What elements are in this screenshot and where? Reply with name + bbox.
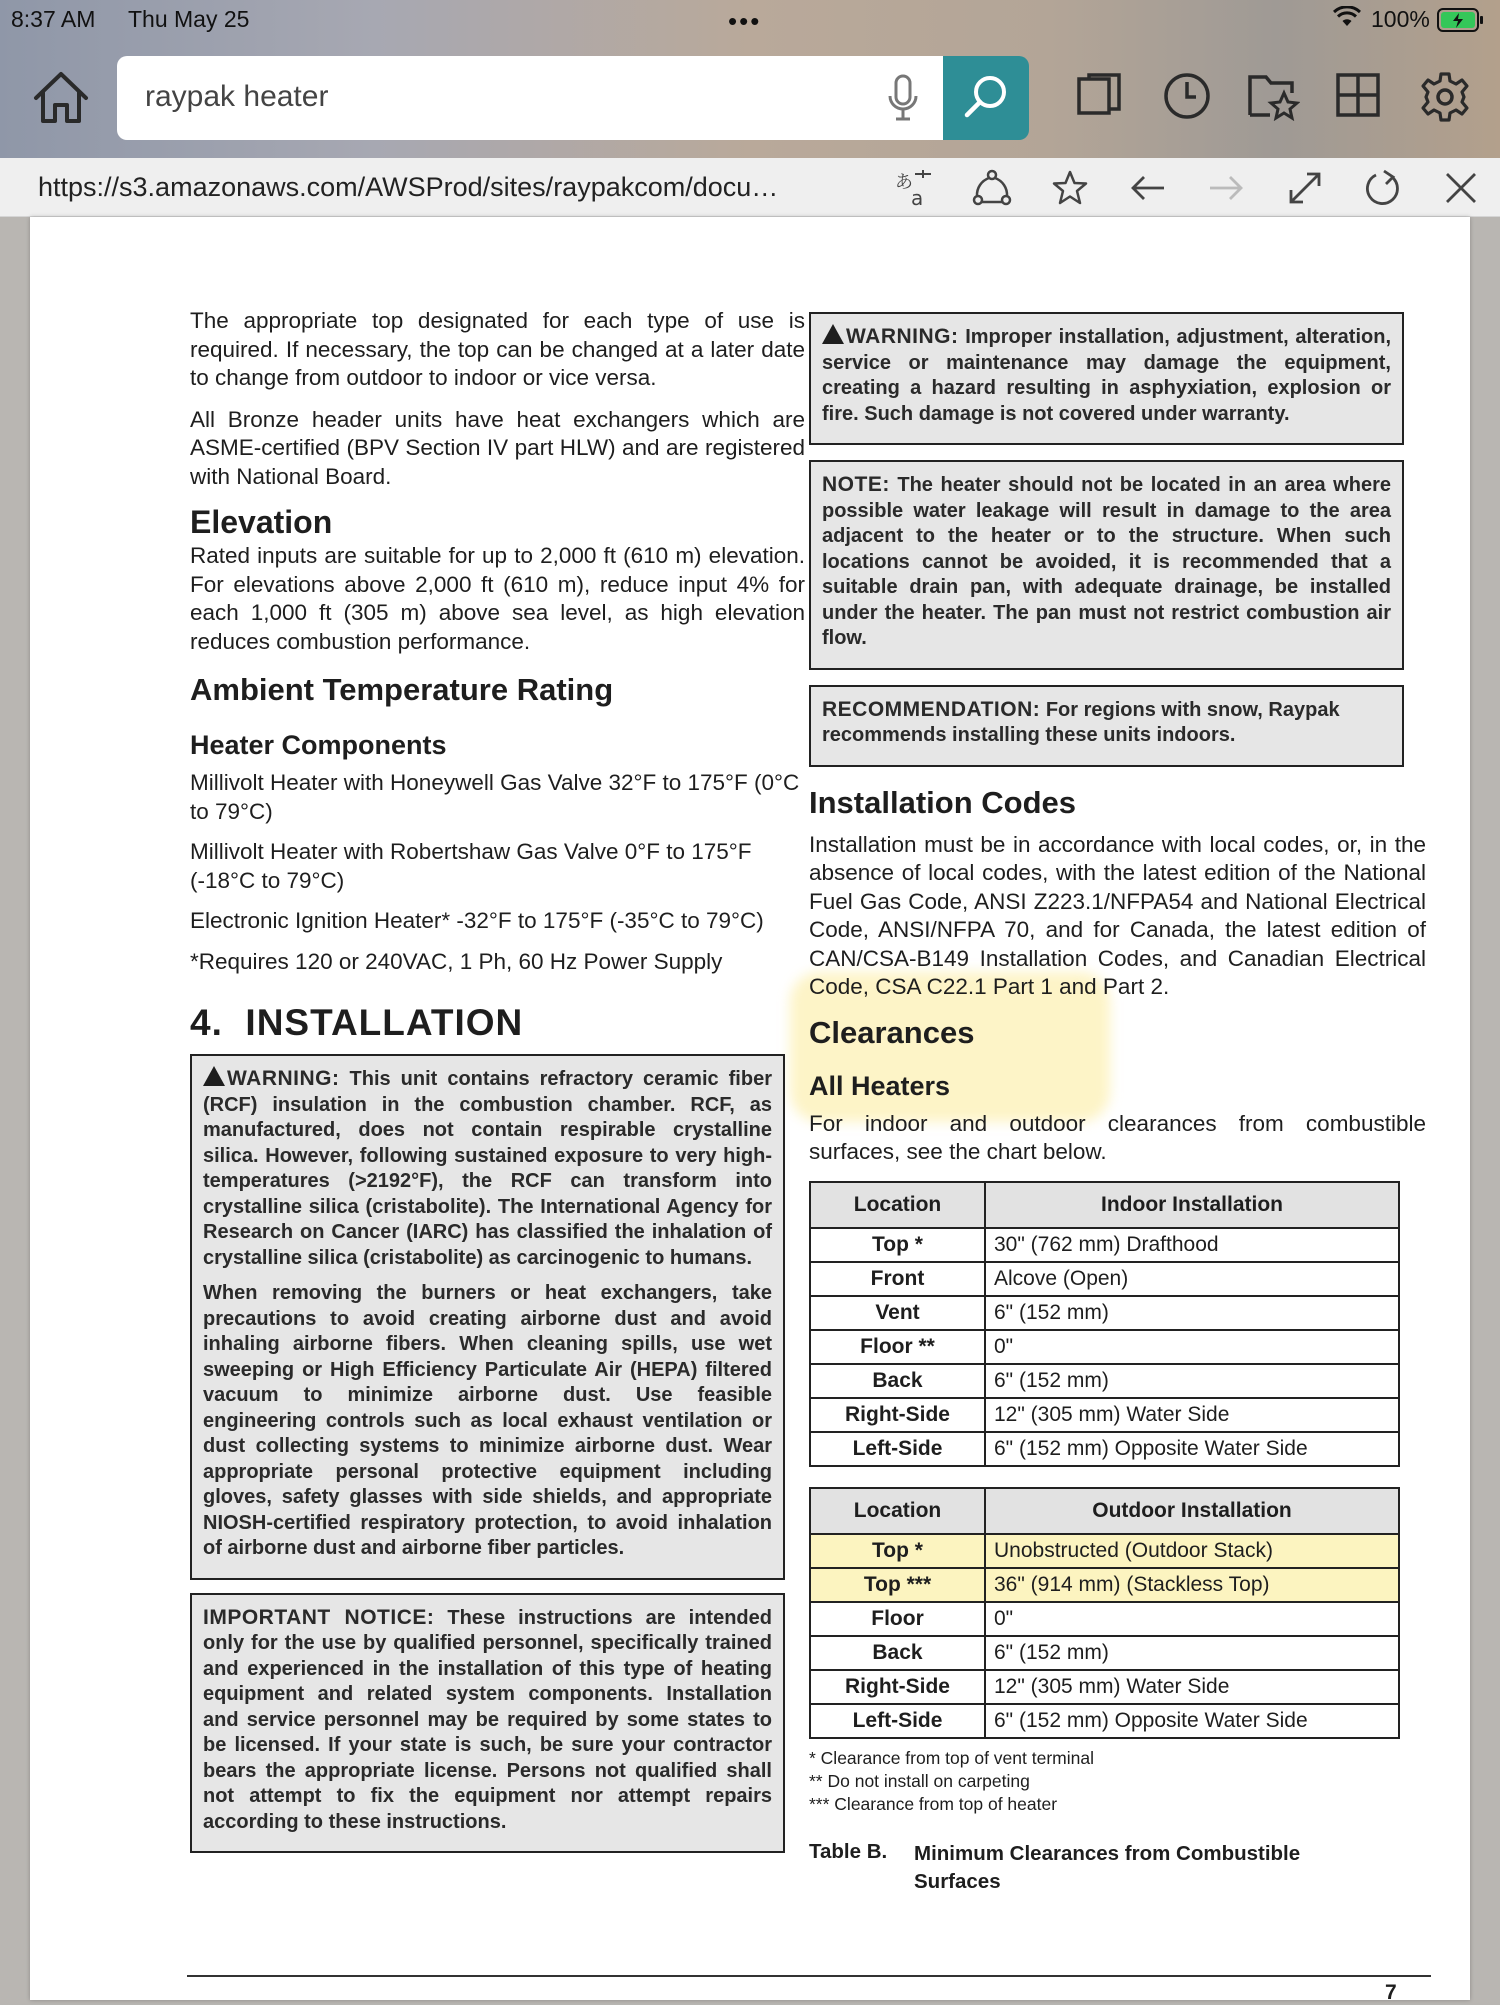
clearance-cell: 12" (305 mm) Water Side xyxy=(985,1670,1399,1704)
caption-label: Table B. xyxy=(809,1839,888,1863)
close-icon[interactable] xyxy=(1441,168,1481,213)
column-header: Outdoor Installation xyxy=(985,1488,1399,1534)
fullscreen-icon[interactable] xyxy=(1285,168,1325,213)
intro-paragraph-1: The appropriate top designated for each type of use is required. If necessary, the top can be changed at a later date to change from outdoor to indoor or vice versa. xyxy=(190,308,805,390)
battery-icon xyxy=(1437,8,1485,38)
clearance-cell: 0" xyxy=(985,1602,1399,1636)
components-heading: Heater Components xyxy=(190,730,447,760)
clearance-cell: 36" (914 mm) (Stackless Top) xyxy=(985,1568,1399,1602)
column-header: Indoor Installation xyxy=(985,1182,1399,1228)
table-row xyxy=(810,1704,1399,1738)
warning-label: WARNING: xyxy=(227,1067,340,1090)
recommendation-label: RECOMMENDATION: xyxy=(822,697,1041,721)
search-button[interactable] xyxy=(943,56,1029,140)
status-date: Thu May 25 xyxy=(128,6,250,32)
table-row xyxy=(810,1602,1399,1636)
url-text[interactable]: https://s3.amazonaws.com/AWSProd/sites/raypakcom/docu… xyxy=(38,172,779,202)
table-row xyxy=(810,1670,1399,1704)
column-header: Location xyxy=(810,1488,985,1534)
pdf-page xyxy=(30,217,1470,2004)
location-cell: Top * xyxy=(810,1228,985,1262)
table-row xyxy=(810,1432,1399,1466)
status-time: 8:37 AM xyxy=(11,6,96,32)
clearance-cell: 0" xyxy=(985,1330,1399,1364)
component-item: Electronic Ignition Heater* -32°F to 175°F (-35°C to 79°C) xyxy=(190,908,764,933)
page-number: 7 xyxy=(1385,1981,1397,2004)
location-cell: Left-Side xyxy=(810,1432,985,1466)
installation-heading: 4. INSTALLATION xyxy=(190,1002,524,1043)
favorite-star-icon[interactable] xyxy=(1050,168,1090,213)
location-cell: Back xyxy=(810,1636,985,1670)
url-bar xyxy=(0,158,1500,217)
recommendation-box xyxy=(809,685,1404,767)
table-row xyxy=(810,1228,1399,1262)
table-row xyxy=(810,1262,1399,1296)
notice-text: These instructions are intended only for the use by qualified personnel, specifically trained and experienced in the installation of this type of heating equipment and related system components. Installation and service personnel may be required by some states to be licensed. If your state is such, be sure your contractor bears the appropriate license. Persons not qualified shall not attempt to fix the equipment nor attempt repairs according to these instructions. xyxy=(203,1606,772,1833)
indoor-clearance-table xyxy=(809,1181,1400,1467)
wifi-icon xyxy=(1333,6,1361,34)
microphone-icon[interactable] xyxy=(887,74,919,127)
location-cell: Right-Side xyxy=(810,1398,985,1432)
svg-text:あ: あ xyxy=(895,172,913,193)
warning-text: Improper installation, adjustment, alteration, service or maintenance may damage the equipment, creating a hazard resulting in asphyxiation, explosion or fire. Such damage is not covered under warranty. xyxy=(822,326,1391,425)
settings-gear-icon[interactable] xyxy=(1419,71,1471,128)
location-cell: Floor xyxy=(810,1602,985,1636)
warning-label: WARNING: xyxy=(846,325,959,348)
search-query-text[interactable]: raypak heater xyxy=(145,80,329,113)
installation-codes-text: Installation must be in accordance with local codes, or, in the absence of local codes, with the latest edition of the National Fuel Gas Code, ANSI Z223.1/NFPA54 and National Electrical Code, ANSI/NFPA 70, and for Canada, the latest edition of CAN/CSA-B149 Installation Codes, and Canadian Electrical Code, CSA C22.1 Part 1 and Part 2. xyxy=(809,831,1426,999)
recommendation-text: For regions with snow, Raypak recommends installing these units indoors. xyxy=(822,698,1340,746)
clearance-cell: 12" (305 mm) Water Side xyxy=(985,1398,1399,1432)
multitask-dots-icon[interactable]: ••• xyxy=(728,6,762,36)
table-row xyxy=(810,1636,1399,1670)
notice-label: IMPORTANT NOTICE: xyxy=(203,1605,435,1629)
important-notice-box xyxy=(190,1593,785,1854)
history-icon[interactable] xyxy=(1162,71,1212,126)
elevation-heading: Elevation xyxy=(190,504,333,540)
all-heaters-text: For indoor and outdoor clearances from combustible surfaces, see the chart below. xyxy=(809,1110,1426,1164)
column-header: Location xyxy=(810,1182,985,1228)
footnote: * Clearance from top of vent terminal xyxy=(809,1747,1094,1768)
table-row xyxy=(810,1364,1399,1398)
share-icon[interactable] xyxy=(972,168,1012,213)
bookmarks-icon[interactable] xyxy=(1246,71,1300,126)
location-cell: Floor ** xyxy=(810,1330,985,1364)
clearance-cell: Unobstructed (Outdoor Stack) xyxy=(985,1534,1399,1568)
tabs-icon[interactable] xyxy=(1075,71,1125,126)
caption-text: Minimum Clearances from Combustible Surfaces xyxy=(914,1841,1301,1893)
outdoor-clearance-table xyxy=(809,1487,1400,1739)
clearance-cell: 6" (152 mm) xyxy=(985,1364,1399,1398)
location-cell: Top * xyxy=(810,1534,985,1568)
component-footnote: *Requires 120 or 240VAC, 1 Ph, 60 Hz Power Supply xyxy=(190,948,723,974)
install-warning-box xyxy=(809,312,1404,445)
left-column xyxy=(190,307,805,1853)
home-icon[interactable] xyxy=(32,70,90,129)
status-bar xyxy=(0,0,1500,40)
svg-text:a: a xyxy=(911,186,924,208)
table-caption xyxy=(809,1840,1426,1896)
footer-rule xyxy=(187,1975,1431,1977)
clearances-heading: Clearances xyxy=(809,1014,975,1050)
translate-icon[interactable] xyxy=(893,168,935,213)
back-arrow-icon[interactable] xyxy=(1128,168,1168,213)
warning-text-2: When removing the burners or heat exchangers, take precautions to avoid creating airborne dust and avoid inhaling airborne fibers. When cleaning spills, use wet sweeping or High Efficiency Particulate Air (HEPA) filtered vacuum to minimize airborne dust. Use feasible engineering controls such as local exhaust ventilation or dust collecting systems to minimize airborne dust. Wear appropriate personal protective equipment including gloves, safety glasses with side shields, and appropriate NIOSH-certified respiratory protection, to avoid inhalation of airborne dust and airborne fiber particles. xyxy=(203,1282,772,1559)
note-box xyxy=(809,460,1404,670)
table-row xyxy=(810,1398,1399,1432)
location-cell: Front xyxy=(810,1262,985,1296)
apps-grid-icon[interactable] xyxy=(1334,71,1382,124)
clearance-cell: 6" (152 mm) xyxy=(985,1636,1399,1670)
clearance-cell: 6" (152 mm) Opposite Water Side xyxy=(985,1432,1399,1466)
clearance-cell: 6" (152 mm) xyxy=(985,1296,1399,1330)
forward-arrow-icon[interactable] xyxy=(1206,168,1246,213)
location-cell: Top *** xyxy=(810,1568,985,1602)
warning-triangle-icon xyxy=(203,1066,225,1086)
location-cell: Right-Side xyxy=(810,1670,985,1704)
elevation-text: Rated inputs are suitable for up to 2,000 ft (610 m) elevation. For elevations above 2,000 ft (610 m), reduce input 4% for each 1,000 ft (305 m) above sea level, as high elevation reduces combustion performance. xyxy=(190,543,805,654)
battery-percent: 100% xyxy=(1371,6,1430,32)
clearance-cell: 30" (762 mm) Drafthood xyxy=(985,1228,1399,1262)
table-row xyxy=(810,1534,1399,1568)
table-row xyxy=(810,1568,1399,1602)
warning-text: This unit contains refractory ceramic fiber (RCF) insulation in the combustion chamber. RCF, as manufactured, does not contain respirable crystalline silica. However, following sustained exposure to very high-temperatures (>2192°F), the RCF can transform into crystalline silica (cristabolite). The International Agency for Research on Cancer (IARC) has classified the inhalation of crystalline silica (cristabolite) as carcinogenic to humans. xyxy=(203,1068,772,1269)
location-cell: Left-Side xyxy=(810,1704,985,1738)
footnote: ** Do not install on carpeting xyxy=(809,1770,1030,1791)
ambient-heading: Ambient Temperature Rating xyxy=(190,672,614,707)
search-input[interactable] xyxy=(117,56,943,140)
location-cell: Back xyxy=(810,1364,985,1398)
warning-triangle-icon xyxy=(822,324,844,344)
browser-toolbar xyxy=(0,0,1500,158)
note-label: NOTE: xyxy=(822,473,890,496)
intro-paragraph-2: All Bronze header units have heat exchangers which are ASME-certified (BPV Section IV part HLW) and are registered with National Board. xyxy=(190,406,805,489)
reload-icon[interactable] xyxy=(1362,168,1402,213)
rcf-warning-box xyxy=(190,1054,785,1580)
table-row xyxy=(810,1296,1399,1330)
footnote: *** Clearance from top of heater xyxy=(809,1793,1058,1814)
table-footnotes xyxy=(809,1747,1426,1816)
component-item: Millivolt Heater with Honeywell Gas Valve 32°F to 175°F (0°C to 79°C) xyxy=(190,770,800,824)
all-heaters-heading: All Heaters xyxy=(809,1070,951,1101)
component-item: Millivolt Heater with Robertshaw Gas Valve 0°F to 175°F (-18°C to 79°C) xyxy=(190,839,752,893)
note-text: The heater should not be located in an area where possible water leakage will result in damage to the area adjacent to the heater or to the structure. When such locations cannot be avoided, it is recommended that a suitable drain pan, with adequate drainage, be installed under the heater. The pan must not restrict combustion air flow. xyxy=(822,474,1391,649)
location-cell: Vent xyxy=(810,1296,985,1330)
clearance-cell: Alcove (Open) xyxy=(985,1262,1399,1296)
installation-codes-heading: Installation Codes xyxy=(809,784,1076,820)
table-row xyxy=(810,1330,1399,1364)
clearance-cell: 6" (152 mm) Opposite Water Side xyxy=(985,1704,1399,1738)
right-column xyxy=(809,312,1426,1896)
